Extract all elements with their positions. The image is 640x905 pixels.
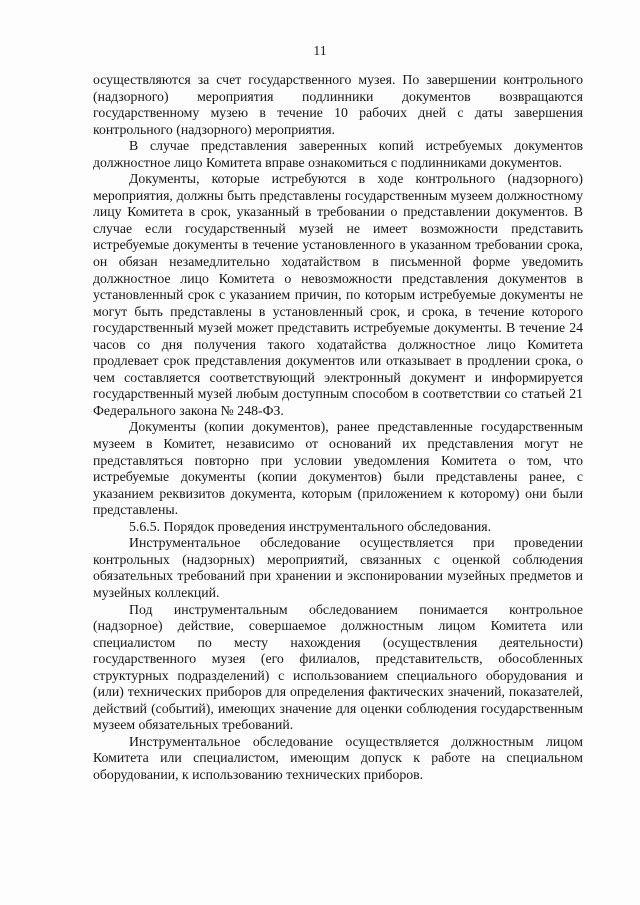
paragraph-instrumental-inspection-scope: Инструментальное обследование осуществляется при проведении контрольных (надзорных) мероприятий, связанных с оценкой соблюдения обязательных требований при хранении и экспонировании музейных предметов и музейных коллекций. <box>93 535 583 600</box>
paragraph-instrumental-inspection-performer: Инструментальное обследование осуществляется должностным лицом Комитета или специалистом, имеющим допуск к работе на специальном оборудовании, к использованию технических приборов. <box>93 733 583 782</box>
paragraph-certified-copies: В случае представления заверенных копий истребуемых документов должностное лицо Комитета вправе ознакомиться с подлинниками документов. <box>93 138 583 170</box>
paragraph-instrumental-inspection-definition: Под инструментальным обследованием понимается контрольное (надзорное) действие, совершаемое должностным лицом Комитета или специалистом по месту нахождения (осуществления деятельности) государственного музея (его филиалов, представительств, обособленных структурных подразделений) с использованием специального оборудования и (или) технических приборов для определения фактических значений, показателей, действий (событий), имеющих значение для оценки соблюдения государственным музеем обязательных требований. <box>93 601 583 733</box>
paragraph-document-request-terms: Документы, которые истребуются в ходе контрольного (надзорного) мероприятия, должны быть представлены государственным музеем должностному лицу Комитета в срок, указанный в требовании о представлении документов. В случае если государственный музей не имеет возможности представить истребуемые документы в течение установленного в указанном требовании срока, он обязан незамедлительно ходатайством в письменной форме уведомить должностное лицо Комитета о невозможности представления документов в установленный срок с указанием причин, по которым истребуемые документы не могут быть представлены в установленный срок, и срока, в течение которого государственный музей может представить истребуемые документы. В течение 24 часов со дня получения такого ходатайства должностное лицо Комитета продлевает срок представления документов или отказывает в продлении срока, о чем составляется соответствующий электронный документ и информируется государственный музей любым доступным способом в соответствии со статьей 21 Федерального закона № 248-ФЗ. <box>93 171 583 418</box>
document-body <box>93 72 583 784</box>
paragraph-previously-submitted-documents: Документы (копии документов), ранее представленные государственным музеем в Комитет, независимо от оснований их представления могут не представляться повторно при условии уведомления Комитета о том, что истребуемые документы (копии документов) были представлены ранее, с указанием реквизитов документа, которым (приложением к которому) они были представлены. <box>93 419 583 518</box>
page-number: 11 <box>313 44 327 59</box>
section-heading-5-6-5: 5.6.5. Порядок проведения инструментального обследования. <box>129 518 492 534</box>
paragraph-continued: осуществляются за счет государственного музея. По завершении контрольного (надзорного) мероприятия подлинники документов возвращаются государственному музею в течение 10 рабочих дней с даты завершения контрольного (надзорного) мероприятия. <box>93 72 583 137</box>
